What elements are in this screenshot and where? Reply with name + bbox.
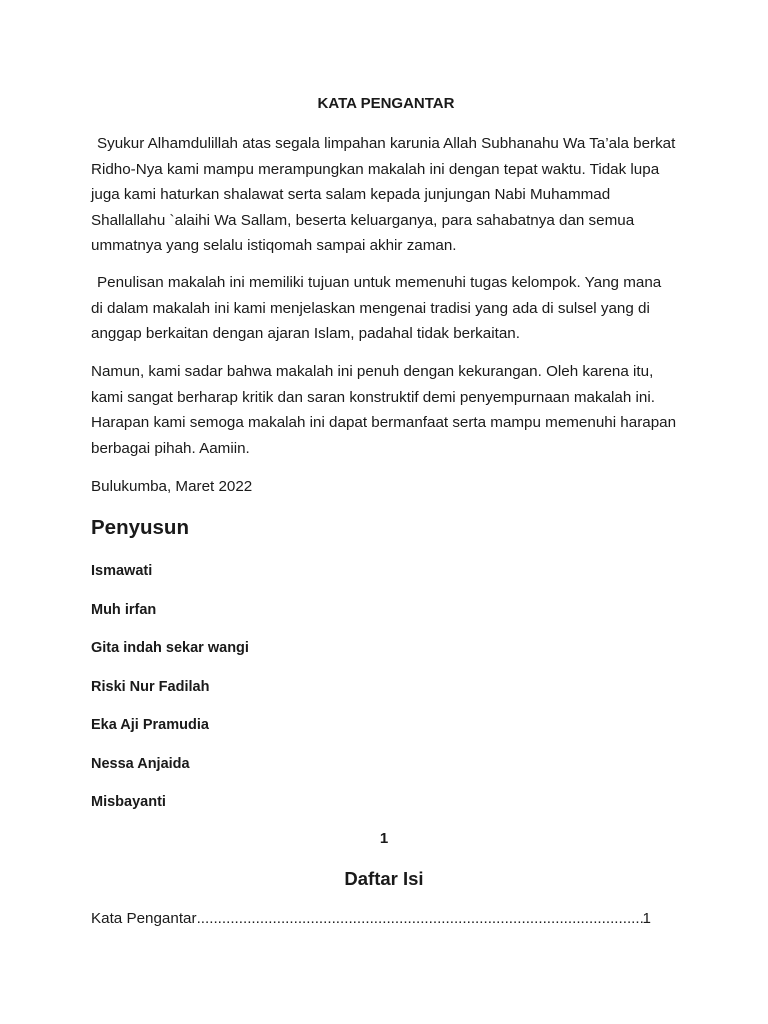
member-name: Muh irfan — [91, 601, 157, 618]
page-number: 1 — [379, 830, 389, 847]
toc-entry-label: Kata Pengantar — [91, 910, 197, 927]
member-name: Gita indah sekar wangi — [91, 640, 249, 656]
member-name: Ismawati — [91, 563, 153, 579]
member-name: Misbayanti — [91, 794, 166, 810]
member-name: Riski Nur Fadilah — [91, 678, 210, 695]
toc-leader-dots — [197, 908, 643, 930]
penyusun-heading: Penyusun — [91, 516, 189, 539]
place-date: Bulukumba, Maret 2022 — [91, 478, 253, 495]
member-name: Eka Aji Pramudia — [91, 717, 209, 733]
paragraph-opening: Syukur Alhamdulillah atas segala limpahan karunia Allah Subhanahu Wa Ta’ala berkat Ridho-Nya kami mampu merampungkan makalah ini dengan tepat waktu. Tidak lupa juga kami haturkan shalawat serta salam kepada junjungan Nabi Muhammad Shallallahu `alaihi Wa Sallam, beserta keluarganya, para sahabatnya dan semua ummatnya yang selalu istiqomah sampai akhir zaman. — [91, 135, 676, 255]
toc-entry-page: 1 — [642, 910, 651, 927]
member-name: Nessa Anjaida — [91, 755, 190, 772]
document-title: KATA PENGANTAR — [317, 95, 455, 112]
toc-entry — [91, 908, 651, 930]
paragraph-purpose: Penulisan makalah ini memiliki tujuan untuk memenuhi tugas kelompok. Yang mana di dalam makalah ini kami menjelaskan mengenai tradisi yang ada di sulsel yang di anggap berkaitan dengan ajaran Islam, padahal tidak berkaitan. — [91, 274, 662, 343]
member-list — [91, 560, 249, 830]
paragraph-closing: Namun, kami sadar bahwa makalah ini penuh dengan kekurangan. Oleh karena itu, kami sangat berharap kritik dan saran konstruktif demi penyempurnaan makalah ini. Harapan kami semoga makalah ini dapat bermanfaat serta mampu memenuhi harapan berbagai pihah. Aamiin. — [91, 363, 677, 457]
toc-title: Daftar Isi — [344, 868, 424, 889]
